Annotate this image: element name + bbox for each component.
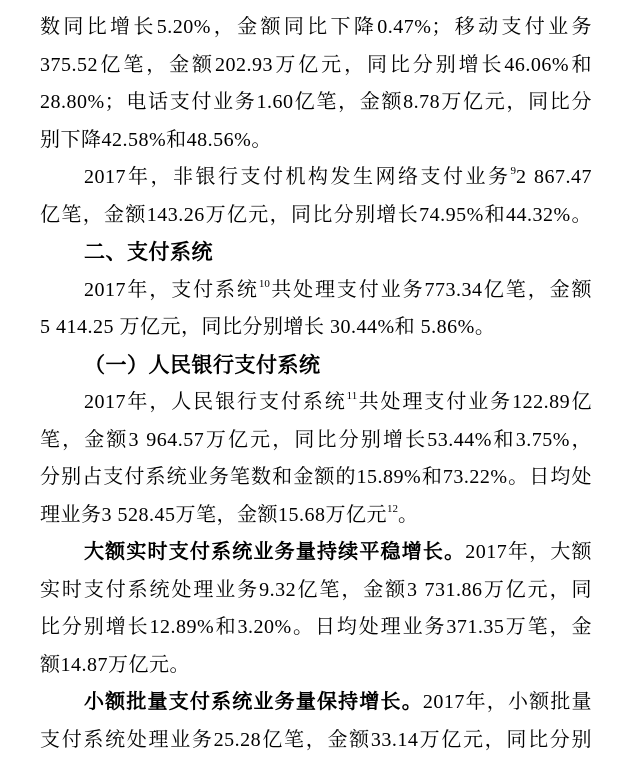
- text-segment: 。: [398, 503, 419, 526]
- text-segment: 2017年，人民银行支付系统: [84, 391, 347, 413]
- text-line-20: [40, 722, 592, 760]
- footnote-reference: 10: [258, 277, 270, 290]
- text-segment: 小额批量支付系统业务量保持增长。: [84, 691, 423, 713]
- footnote-reference: 9: [510, 165, 516, 177]
- text-line-5: [40, 159, 592, 197]
- text-segment: 2017年，非银行支付机构发生网络支付业务: [84, 166, 511, 188]
- text-line-16: [40, 572, 592, 610]
- text-segment: 28.80%；电话支付业务1.60亿笔，金额8.78万亿元，同比分: [40, 91, 592, 113]
- text-line-19: [40, 684, 592, 722]
- text-line-2: [40, 47, 592, 85]
- text-segment: 别下降42.58%和48.56%。: [40, 128, 272, 151]
- text-segment: 笔，金额3 964.57万亿元，同比分别增长53.44%和3.75%，: [40, 428, 592, 451]
- footnote-reference: 11: [346, 390, 358, 402]
- text-line-6: [40, 197, 592, 235]
- text-segment: （一）人民银行支付系统: [84, 352, 321, 377]
- text-segment: 实时支付系统处理业务9.32亿笔，金额3 731.86万亿元，同: [40, 578, 592, 601]
- text-segment: 支付系统处理业务25.28亿笔，金额33.14万亿元，同比分别: [40, 728, 592, 751]
- text-segment: 共处理支付业务773.34亿笔，金额: [269, 278, 592, 301]
- text-segment: 2017年，大额: [465, 541, 592, 563]
- text-line-11: [40, 384, 592, 422]
- text-line-14: [40, 497, 592, 535]
- text-line-1: [40, 9, 592, 47]
- text-segment: 二、支付系统: [84, 241, 213, 264]
- text-segment: 2 867.47: [516, 166, 592, 188]
- text-segment: 2017年，支付系统: [84, 278, 259, 301]
- text-segment: 分别占支付系统业务笔数和金额的15.89%和73.22%。日均处: [40, 466, 592, 488]
- text-segment: 5 414.25 万亿元，同比分别增长 30.44%和 5.86%。: [40, 316, 496, 338]
- text-line-3: [40, 84, 592, 122]
- text-segment: 大额实时支付系统业务量持续平稳增长。: [84, 541, 466, 563]
- text-segment: 理业务3 528.45万笔，金额15.68万亿元: [40, 503, 387, 526]
- text-segment: 额14.87万亿元。: [40, 653, 190, 676]
- text-line-17: [40, 609, 592, 647]
- text-line-12: [40, 422, 592, 460]
- text-segment: 共处理支付业务122.89亿: [357, 391, 592, 413]
- text-line-9: [40, 309, 592, 347]
- text-line-15: [40, 534, 592, 572]
- text-segment: 亿笔，金额143.26万亿元，同比分别增长74.95%和44.32%。: [40, 203, 592, 226]
- text-segment: 数同比增长5.20%，金额同比下降0.47%；移动支付业务: [40, 16, 592, 38]
- text-segment: 2017年，小额批量: [422, 691, 592, 713]
- section-heading: [40, 234, 592, 272]
- footnote-reference: 12: [387, 502, 398, 515]
- text-line-18: [40, 647, 592, 685]
- text-line-4: [40, 122, 592, 160]
- text-segment: 比分别增长12.89%和3.20%。日均处理业务371.35万笔，金: [40, 616, 592, 638]
- text-segment: 375.52亿笔，金额202.93万亿元，同比分别增长46.06%和: [40, 53, 592, 76]
- text-line-8: [40, 272, 592, 310]
- subsection-heading: [40, 347, 592, 385]
- text-line-13: [40, 459, 592, 497]
